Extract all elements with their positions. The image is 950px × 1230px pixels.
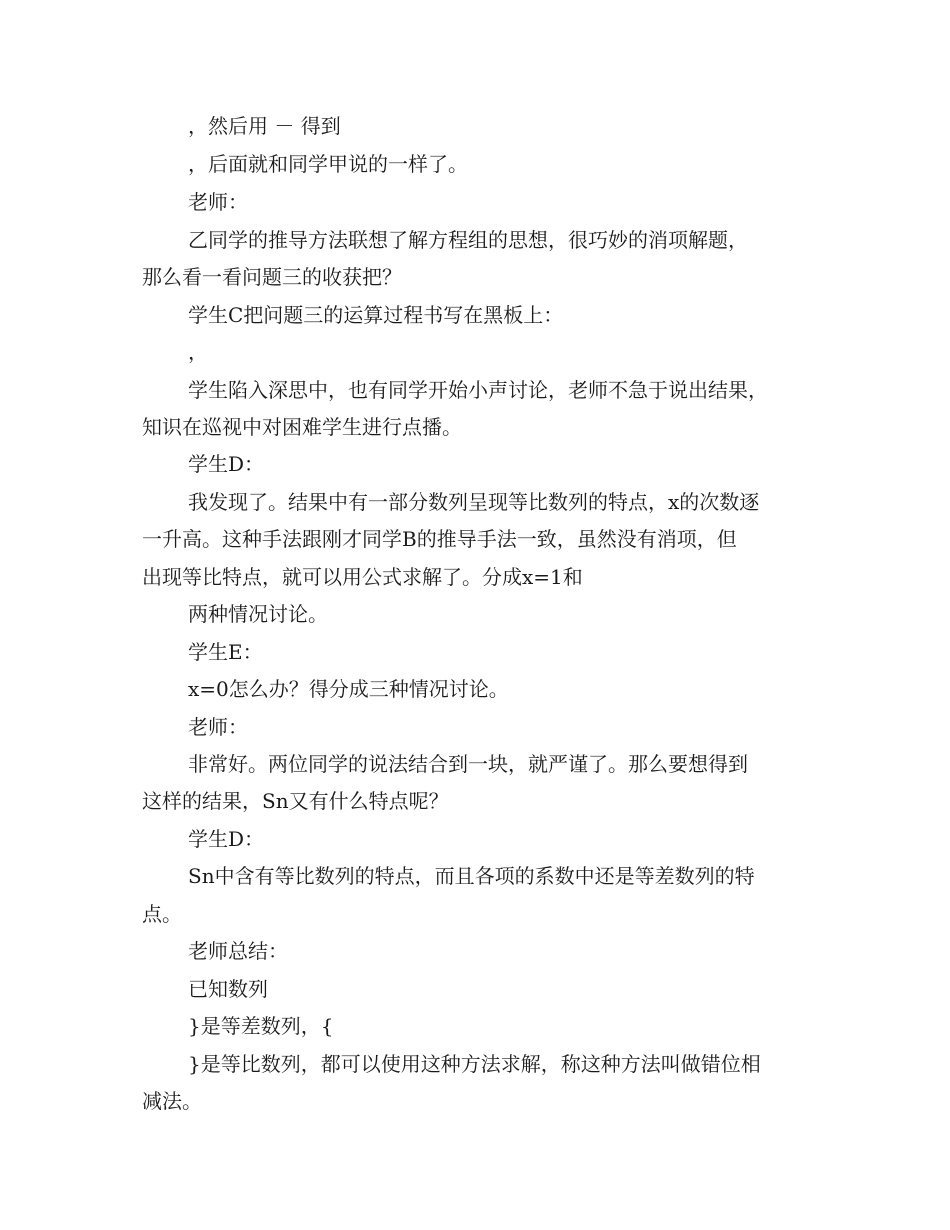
paragraph-line: 学生C把问题三的运算过程书写在黑板上： [188, 303, 564, 327]
speaker-label: 老师： [188, 190, 248, 214]
paragraph-line: }是等比数列，都可以使用这种方法求解，称这种方法叫做错位相 [188, 1052, 761, 1076]
paragraph-line: 那么看一看问题三的收获把？ [142, 265, 402, 289]
paragraph-line: }是等差数列，{ [188, 1014, 334, 1038]
text-line: ， [188, 340, 208, 364]
text-line: ，然后用 － 得到 [188, 114, 341, 138]
paragraph-line: 这样的结果，Sn又有什么特点呢？ [142, 789, 449, 813]
paragraph-line: 乙同学的推导方法联想了解方程组的思想，很巧妙的消项解题， [188, 228, 748, 252]
paragraph-line: 学生陷入深思中，也有同学开始小声讨论，老师不急于说出结果， [188, 378, 768, 402]
speaker-label: 学生D： [188, 827, 265, 851]
paragraph-line: 知识在巡视中对困难学生进行点播。 [142, 415, 462, 439]
speaker-label: 老师： [188, 715, 248, 739]
paragraph-line: 非常好。两位同学的说法结合到一块，就严谨了。那么要想得到 [188, 752, 748, 776]
paragraph-line: 出现等比特点，就可以用公式求解了。分成x=1和 [142, 565, 583, 589]
paragraph-line: x=0怎么办？得分成三种情况讨论。 [188, 677, 509, 701]
paragraph-line: 减法。 [142, 1089, 202, 1113]
paragraph-line: Sn中含有等比数列的特点，而且各项的系数中还是等差数列的特 [188, 864, 755, 888]
paragraph-line: 两种情况讨论。 [188, 602, 328, 626]
speaker-label: 学生D： [188, 452, 265, 476]
paragraph-line: 点。 [142, 902, 182, 926]
speaker-label: 老师总结： [188, 939, 288, 963]
speaker-label: 学生E： [188, 640, 263, 664]
paragraph-line: 我发现了。结果中有一部分数列呈现等比数列的特点，x的次数逐 [188, 490, 760, 514]
paragraph-line: 已知数列 [188, 977, 268, 1001]
paragraph-line: 一升高。这种手法跟刚才同学B的推导手法一致，虽然没有消项，但 [142, 527, 737, 551]
text-line: ，后面就和同学甲说的一样了。 [188, 152, 468, 176]
